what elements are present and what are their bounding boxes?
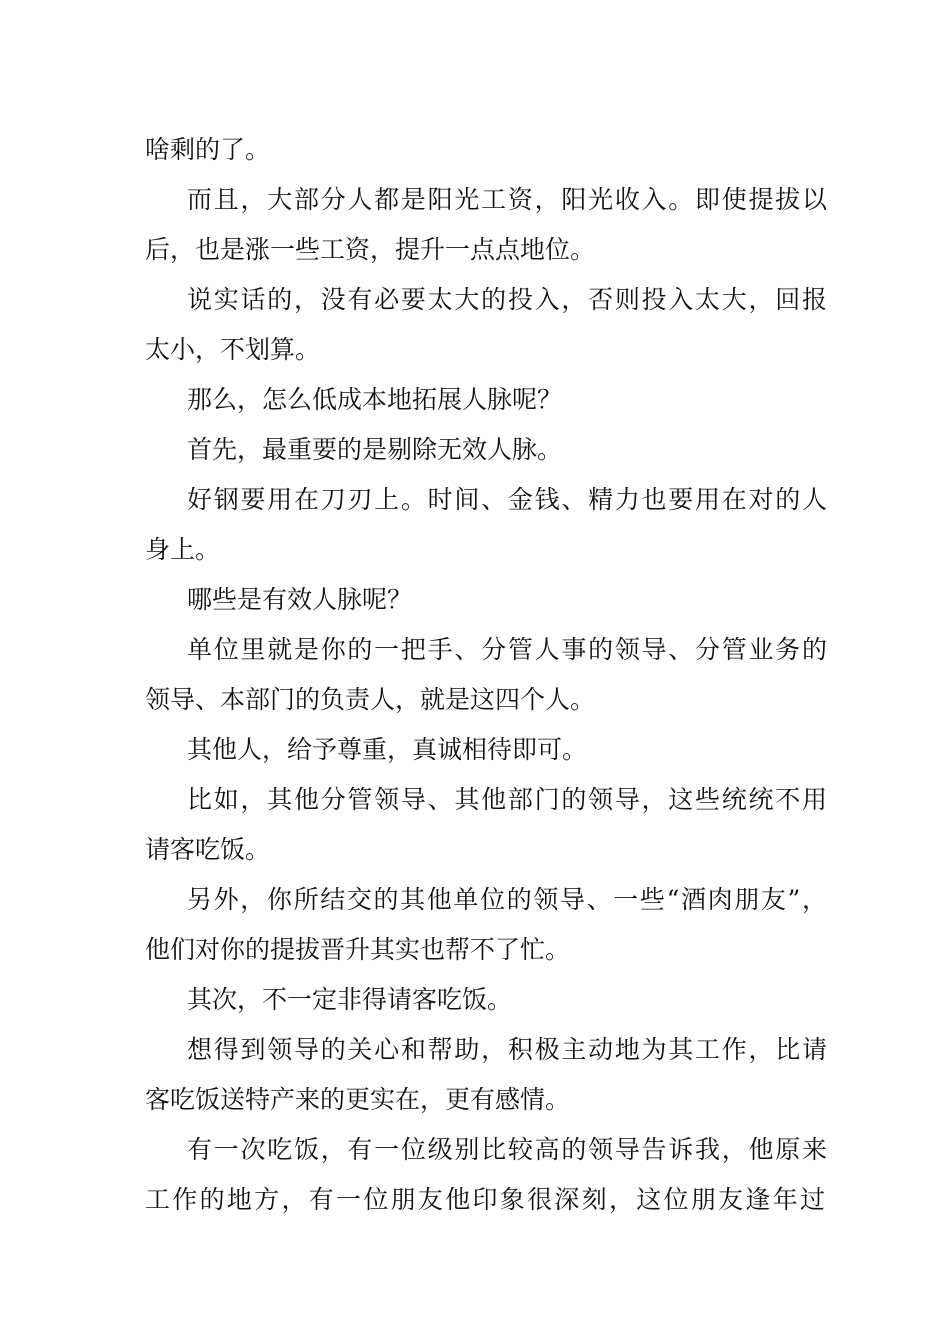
text-line: 他们对你的提拔晋升其实也帮不了忙。 bbox=[145, 935, 571, 964]
text-line: 后，也是涨一些工资，提升一点点地位。 bbox=[145, 235, 596, 264]
text-line: 身上。 bbox=[145, 535, 221, 564]
text-line: 首先，最重要的是剔除无效人脉。 bbox=[187, 435, 563, 464]
text-line: 客吃饭送特产来的更实在，更有感情。 bbox=[145, 1085, 571, 1114]
text-line: 其他人，给予尊重，真诚相待即可。 bbox=[187, 735, 588, 764]
text-line: 单位里就是你的一把手、分管人事的领导、分管业务的 bbox=[187, 635, 827, 664]
text-line: 那么，怎么低成本地拓展人脉呢？ bbox=[187, 385, 563, 414]
text-line: 另外，你所结交的其他单位的领导、一些“酒肉朋友”， bbox=[187, 885, 827, 914]
text-line: 哪些是有效人脉呢？ bbox=[187, 585, 413, 614]
text-line: 有一次吃饭，有一位级别比较高的领导告诉我，他原来 bbox=[187, 1135, 827, 1164]
text-line: 想得到领导的关心和帮助，积极主动地为其工作，比请 bbox=[187, 1035, 827, 1064]
text-line: 太小，不划算。 bbox=[145, 335, 321, 364]
text-line: 其次，不一定非得请客吃饭。 bbox=[187, 985, 513, 1014]
text-line: 说实话的，没有必要太大的投入，否则投入太大，回报 bbox=[187, 285, 827, 314]
text-line: 请客吃饭。 bbox=[145, 835, 271, 864]
text-line: 好钢要用在刀刃上。时间、金钱、精力也要用在对的人 bbox=[187, 485, 827, 514]
text-line: 啥剩的了。 bbox=[145, 135, 271, 164]
text-line: 比如，其他分管领导、其他部门的领导，这些统统不用 bbox=[187, 785, 827, 814]
text-line: 领导、本部门的负责人，就是这四个人。 bbox=[145, 685, 596, 714]
text-line: 而且，大部分人都是阳光工资，阳光收入。即使提拔以 bbox=[187, 185, 827, 214]
text-line: 工作的地方，有一位朋友他印象很深刻，这位朋友逢年过 bbox=[145, 1185, 825, 1214]
